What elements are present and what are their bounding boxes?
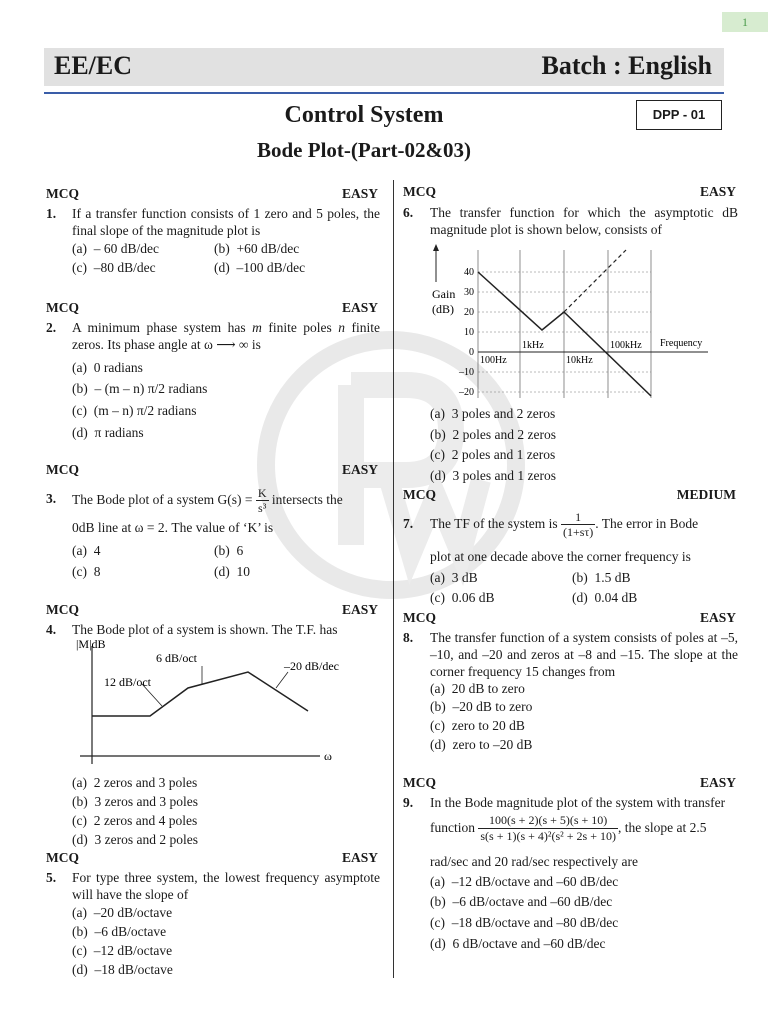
option-text: zero to –20 dB	[452, 737, 533, 752]
q4-y-label: |M|dB	[76, 637, 106, 651]
question-number: 8.	[403, 630, 414, 645]
option-a	[72, 905, 172, 921]
difficulty-badge: EASY	[341, 602, 378, 617]
option-text: – 60 dB/dec	[93, 241, 159, 256]
question-text: For type three system, the lowest frequency asymptote will have the slope of	[72, 870, 380, 902]
option-a	[72, 775, 197, 791]
q4-slope-label: 6 dB/oct	[156, 651, 197, 665]
x-tick: 100kHz	[610, 340, 642, 351]
question-type: MCQ	[403, 487, 436, 502]
option-text: –18 dB/octave	[94, 962, 173, 977]
option-label: (c)	[72, 260, 87, 275]
option-text: 2 poles and 1 zeros	[451, 447, 556, 462]
option-text: –20 dB/octave	[93, 905, 173, 920]
question-text: In the Bode magnitude plot of the system with transfer	[430, 795, 726, 810]
option-c	[72, 260, 156, 276]
y-tick: –20	[459, 387, 474, 398]
option-label: (b)	[72, 794, 88, 809]
option-text: –80 dB/dec	[93, 260, 156, 275]
option-label: (d)	[72, 425, 88, 440]
option-b	[430, 699, 532, 715]
tf-denominator: s³	[258, 501, 267, 516]
tf-lhs: G(s) =	[217, 492, 256, 507]
option-a	[72, 543, 100, 559]
option-text: 8	[93, 564, 101, 579]
option-label: (d)	[214, 564, 230, 579]
q6-y-label: Gain	[432, 287, 456, 301]
question-text-line-2: 0dB line at ω = 2. The value of ‘K’ is	[72, 520, 274, 535]
difficulty-badge: EASY	[699, 775, 736, 790]
option-text: 0.04 dB	[594, 590, 638, 605]
option-text: 20 dB to zero	[451, 681, 525, 696]
option-label: (c)	[430, 447, 445, 462]
difficulty-badge: EASY	[699, 184, 736, 199]
option-label: (a)	[72, 775, 87, 790]
option-label: (d)	[430, 468, 446, 483]
question-type: MCQ	[46, 300, 79, 315]
annotation-arrow	[276, 672, 288, 688]
difficulty-badge: EASY	[341, 850, 378, 865]
option-text: –12 dB/octave	[93, 943, 173, 958]
question-text	[72, 319, 380, 353]
option-a	[430, 681, 525, 697]
option-text: +60 dB/dec	[236, 241, 300, 256]
question-number: 1.	[46, 206, 57, 221]
option-label: (d)	[214, 260, 230, 275]
option-text: –20 dB to zero	[452, 699, 533, 714]
option-label: (d)	[430, 936, 446, 951]
option-text: 3 poles and 2 zeros	[451, 406, 556, 421]
option-b	[72, 381, 207, 397]
q4-x-label: ω	[324, 749, 332, 763]
y-tick: –10	[459, 367, 474, 378]
option-label: (a)	[430, 406, 445, 421]
column-separator	[393, 180, 394, 978]
option-label: (a)	[72, 241, 87, 256]
y-tick: 20	[464, 307, 474, 318]
option-c	[430, 590, 495, 606]
option-label: (d)	[572, 590, 588, 605]
option-text: 4	[93, 543, 101, 558]
question-type: MCQ	[46, 850, 79, 865]
option-text: 1.5 dB	[594, 570, 631, 585]
question-type: MCQ	[46, 462, 79, 477]
x-tick: 1kHz	[522, 340, 544, 351]
q4-bode-figure	[70, 636, 370, 770]
var-m: m	[252, 320, 262, 335]
option-text: –12 dB/octave and –60 dB/dec	[451, 874, 619, 889]
text-part: The Bode plot of a system	[72, 492, 218, 507]
option-label: (a)	[72, 543, 87, 558]
option-a	[430, 874, 618, 890]
tf-numerator: 100(s + 2)(s + 5)(s + 10)	[478, 813, 618, 829]
tf-denominator: s(s + 1)(s + 4)²(s² + 2s + 10)	[480, 829, 616, 844]
q4-slope-label: –20 dB/dec	[284, 659, 339, 673]
option-text: 3 zeros and 2 poles	[94, 832, 198, 847]
question-type: MCQ	[46, 602, 79, 617]
option-a	[72, 360, 143, 376]
question-text	[72, 482, 382, 518]
question-type: MCQ	[403, 775, 436, 790]
tf-numerator: 1	[561, 510, 595, 525]
option-d	[214, 260, 305, 276]
question-number: 7.	[403, 516, 414, 531]
dashed-asymptote	[564, 250, 626, 312]
option-label: (c)	[72, 943, 87, 958]
option-text: –6 dB/octave and –60 dB/dec	[452, 894, 613, 909]
y-tick: 0	[469, 347, 474, 358]
tf-denominator: (1+sτ)	[563, 525, 594, 540]
batch-label: Batch : English	[541, 51, 712, 80]
x-tick: 100Hz	[480, 355, 507, 366]
option-label: (c)	[430, 718, 445, 733]
text-part: finite zeros. Its phase angle at ω ⟶ ∞ is	[72, 320, 380, 352]
question-text	[430, 505, 740, 543]
question-number: 4.	[46, 622, 57, 637]
option-b	[72, 924, 166, 940]
question-number: 2.	[46, 320, 57, 335]
option-d	[430, 737, 532, 753]
difficulty-badge: EASY	[341, 462, 378, 477]
question-text: The transfer function for which the asymptotic dB magnitude plot is shown below, consists of	[430, 205, 738, 237]
option-label: (a)	[430, 681, 445, 696]
option-text: 3 poles and 1 zeros	[452, 468, 556, 483]
option-label: (d)	[72, 832, 88, 847]
option-d	[214, 564, 250, 580]
option-text: 0 radians	[93, 360, 143, 375]
option-c	[430, 718, 525, 734]
option-text: 2 zeros and 4 poles	[93, 813, 198, 828]
option-label: (d)	[430, 737, 446, 752]
option-d	[430, 468, 556, 484]
question-number: 9.	[403, 795, 414, 810]
text-part: , the slope at 2.5	[617, 820, 707, 835]
option-label: (b)	[72, 381, 88, 396]
option-a	[72, 241, 159, 257]
question-number: 3.	[46, 491, 57, 506]
question-text-line-2: plot at one decade above the corner frequency is	[430, 549, 691, 564]
option-d	[72, 425, 144, 441]
option-label: (b)	[430, 699, 446, 714]
difficulty-badge: EASY	[699, 610, 736, 625]
question-text-line-2	[430, 810, 742, 846]
option-d	[72, 962, 173, 978]
magnitude-curve	[478, 272, 651, 396]
option-text: π radians	[94, 425, 144, 440]
q6-y-label: (dB)	[432, 302, 454, 316]
option-text: 3 dB	[451, 570, 478, 585]
option-label: (c)	[72, 564, 87, 579]
text-part: intersects the	[268, 492, 343, 507]
q6-x-label: Frequency	[660, 338, 703, 349]
text-part: finite poles	[261, 320, 339, 335]
question-text: The Bode plot of a system is shown. The T.F. has	[72, 622, 338, 637]
stream-label: EE/EC	[54, 51, 133, 80]
option-label: (b)	[430, 427, 446, 442]
tf-fraction	[561, 510, 595, 539]
option-c	[72, 943, 172, 959]
y-tick: 40	[464, 267, 474, 278]
option-d	[430, 936, 605, 952]
header-divider	[44, 92, 724, 94]
option-text: – (m – n) π/2 radians	[94, 381, 208, 396]
question-text: The transfer function of a system consists of poles at –5, –10, and –20 and zeros at –8 and –15. The slope at the corner frequency 15 changes from	[430, 630, 738, 679]
question-type: MCQ	[403, 184, 436, 199]
header-bar	[44, 48, 724, 86]
q4-slope-label: 12 dB/oct	[104, 675, 151, 689]
option-label: (d)	[72, 962, 88, 977]
option-c	[430, 447, 555, 463]
option-text: 10	[236, 564, 250, 579]
option-label: (b)	[430, 894, 446, 909]
option-d	[572, 590, 637, 606]
option-text: zero to 20 dB	[451, 718, 525, 733]
tf-fraction	[256, 486, 269, 515]
option-text: 0.06 dB	[451, 590, 495, 605]
option-label: (a)	[72, 905, 87, 920]
tf-numerator: K	[257, 486, 267, 501]
q6-bode-figure	[426, 242, 726, 404]
tf-fraction	[478, 813, 618, 844]
y-tick: 30	[464, 287, 474, 298]
var-n: n	[338, 320, 346, 335]
text-part: A minimum phase system has	[72, 320, 253, 335]
option-b	[72, 794, 198, 810]
question-number: 6.	[403, 205, 414, 220]
x-tick: 10kHz	[566, 355, 593, 366]
option-label: (c)	[430, 915, 445, 930]
option-label: (b)	[214, 241, 230, 256]
option-label: (a)	[430, 570, 445, 585]
option-text: 6 dB/octave and –60 dB/dec	[452, 936, 606, 951]
option-text: –6 dB/octave	[94, 924, 167, 939]
gain-arrow-head	[433, 244, 439, 251]
option-label: (a)	[72, 360, 87, 375]
y-tick: 10	[464, 327, 474, 338]
question-number: 5.	[46, 870, 57, 885]
option-text: –18 dB/octave and –80 dB/dec	[451, 915, 619, 930]
option-label: (c)	[430, 590, 445, 605]
option-c	[430, 915, 618, 931]
option-b	[214, 241, 299, 257]
question-type: MCQ	[46, 186, 79, 201]
text-part: The TF of the system is	[430, 516, 561, 531]
option-d	[72, 832, 198, 848]
option-a	[430, 570, 478, 586]
difficulty-badge: EASY	[341, 300, 378, 315]
dpp-badge: DPP - 01	[636, 100, 722, 130]
difficulty-badge: MEDIUM	[676, 487, 736, 502]
option-text: 2 zeros and 3 poles	[93, 775, 198, 790]
question-type: MCQ	[403, 610, 436, 625]
option-b	[214, 543, 243, 559]
option-c	[72, 403, 197, 419]
option-b	[430, 427, 556, 443]
question-text-line-3: rad/sec and 20 rad/sec respectively are	[430, 854, 639, 869]
option-b	[430, 894, 612, 910]
subject-title: Control System	[284, 102, 444, 128]
text-part: . The error in Bode	[595, 516, 699, 531]
option-label: (b)	[72, 924, 88, 939]
option-c	[72, 564, 100, 580]
option-text: 2 poles and 2 zeros	[452, 427, 556, 442]
option-text: –100 dB/dec	[236, 260, 306, 275]
option-label: (b)	[572, 570, 588, 585]
option-text: (m – n) π/2 radians	[93, 403, 197, 418]
difficulty-badge: EASY	[341, 186, 378, 201]
option-label: (c)	[72, 813, 87, 828]
option-text: 6	[236, 543, 244, 558]
question-text: If a transfer function consists of 1 zero and 5 poles, the final slope of the magnitude plot is	[72, 206, 380, 238]
option-c	[72, 813, 197, 829]
text-part: function	[430, 820, 479, 835]
option-b	[572, 570, 631, 586]
page-number: 1	[722, 12, 768, 32]
option-a	[430, 406, 555, 422]
option-label: (a)	[430, 874, 445, 889]
option-label: (b)	[214, 543, 230, 558]
topic-title: Bode Plot-(Part-02&03)	[256, 138, 472, 162]
option-text: 3 zeros and 3 poles	[94, 794, 198, 809]
option-label: (c)	[72, 403, 87, 418]
